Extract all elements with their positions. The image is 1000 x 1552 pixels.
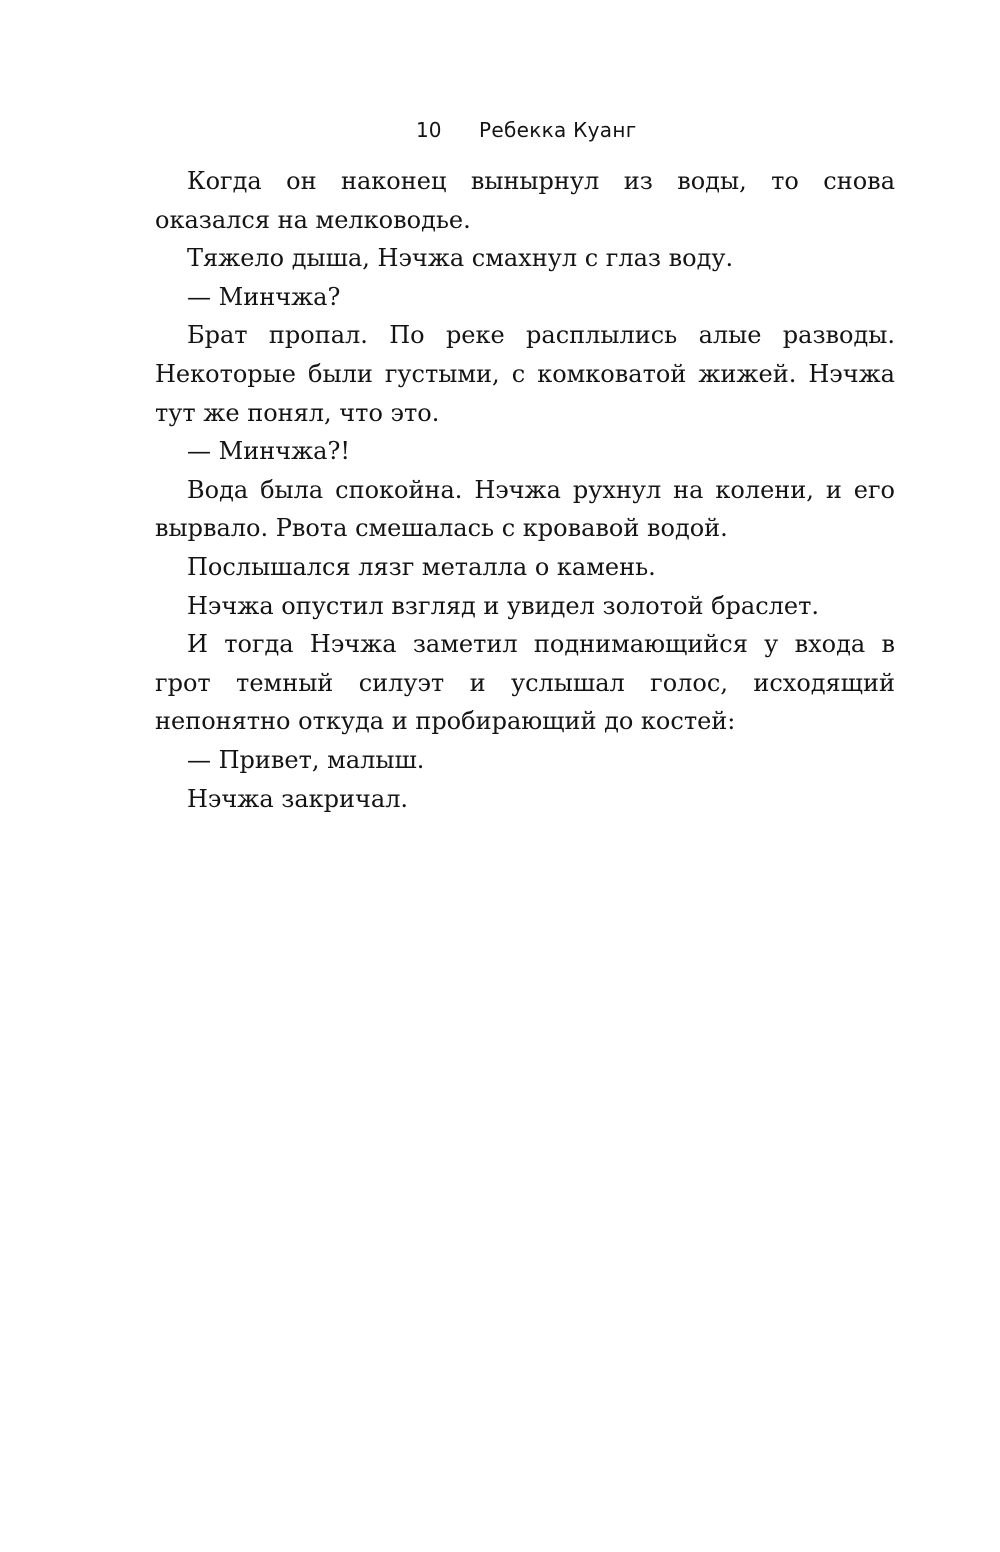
dialogue-line: — Минчжа?! (187, 437, 350, 466)
dialogue-line: — Минчжа? (187, 282, 341, 311)
dialogue-line: — Привет, малыш. (187, 745, 425, 774)
paragraph: Когда он наконец вынырнул из воды, то снова оказался на мелководье. (155, 167, 895, 234)
paragraph: Послышался лязг металла о камень. (187, 552, 656, 581)
body-text (155, 162, 895, 818)
paragraph: Нэчжа опустил взгляд и увидел золотой браслет. (187, 591, 819, 620)
paragraph: Брат пропал. По реке расплылись алые разводы. Некоторые были густыми, с комковатой жижей. Нэчжа тут же понял, что это. (155, 321, 895, 427)
running-head-author: Ребекка Куанг (479, 118, 637, 142)
paragraph: Вода была спокойна. Нэчжа рухнул на колени, и его вырвало. Рвота смешалась с кровавой водой. (155, 475, 895, 543)
running-head (0, 114, 1000, 146)
page-number: 10 (416, 118, 442, 142)
paragraph: Нэчжа закричал. (187, 784, 409, 813)
paragraph: И тогда Нэчжа заметил поднимающийся у входа в грот темный силуэт и услышал голос, исходящий непонятно откуда и пробирающий до костей: (155, 630, 895, 736)
paragraph: Тяжело дыша, Нэчжа смахнул с глаз воду. (187, 244, 734, 273)
